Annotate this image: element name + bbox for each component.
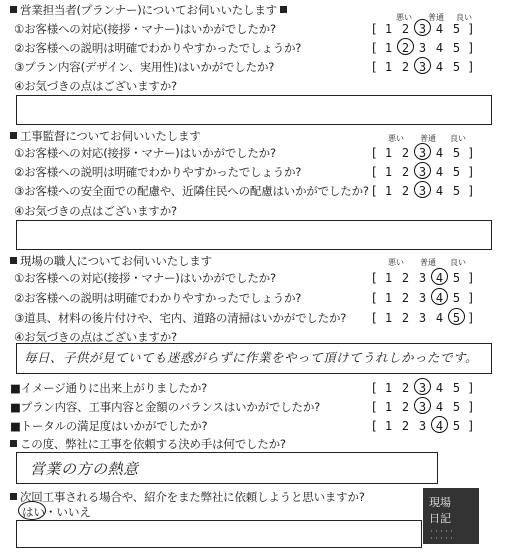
scale-bracket-open: [: [370, 184, 378, 198]
overall-q1: ■イメージ通りに出来上がりましたか?: [10, 381, 208, 395]
s3-q1-scale[interactable]: [368, 271, 477, 285]
s2-q2-scale[interactable]: [368, 165, 477, 179]
rating-option-1[interactable]: 1: [384, 291, 393, 305]
label-good: 良い: [450, 134, 466, 143]
scale-bracket-open: [: [370, 311, 378, 325]
rating-option-2[interactable]: 2: [401, 184, 410, 198]
s3-q2-scale[interactable]: [368, 291, 477, 305]
rating-option-2[interactable]: 2: [401, 311, 410, 325]
scale-bracket-open: [: [370, 146, 378, 160]
scale-bracket-close: ]: [467, 311, 475, 325]
s2-comment-label: ④お気づきの点はございますか?: [14, 204, 177, 218]
rating-option-4[interactable]: 4: [435, 311, 444, 325]
section3-title: 現場の職人についてお伺いいたします: [10, 253, 212, 269]
s1-q1: ①お客様への対応(接拶・マナー)はいかがでしたか?: [14, 22, 276, 36]
rating-option-3[interactable]: 3: [414, 146, 431, 160]
referral-title: 次回工事される場合や、紹介をまた弊社に依頼しようと思いますか?: [10, 489, 365, 505]
scale-bracket-close: ]: [467, 41, 475, 55]
overall-q3-scale[interactable]: [368, 419, 477, 433]
scale-bracket-close: ]: [467, 184, 475, 198]
rating-option-1[interactable]: 1: [384, 419, 393, 433]
rating-option-3[interactable]: 3: [414, 184, 431, 198]
logo-line3: ・・・・・ ・・・・・: [429, 529, 455, 542]
rating-option-4[interactable]: 4: [435, 22, 444, 36]
s3-comment-label: ④お気づきの点はございますか?: [14, 330, 177, 344]
referral-separator: ・: [45, 505, 57, 519]
rating-option-4[interactable]: 4: [435, 146, 444, 160]
s2-q3-scale[interactable]: [368, 184, 477, 198]
label-normal: 普通: [420, 134, 436, 143]
decision-answer: 営業の方の熱意: [30, 460, 139, 478]
rating-option-5[interactable]: 5: [452, 22, 461, 36]
rating-option-4[interactable]: 4: [431, 419, 448, 433]
label-normal: 普通: [420, 258, 436, 267]
s3-q2: ②お客様への説明は明確でわかりやすかったでしょうか?: [14, 291, 302, 305]
overall-q3: ■トータルの満足度はいかがでしたか?: [10, 419, 208, 433]
rating-option-2[interactable]: 2: [401, 146, 410, 160]
rating-option-3[interactable]: 3: [418, 271, 427, 285]
overall-q2: ■プラン内容、工事内容と金額のバランスはいかがでしたか?: [10, 400, 321, 414]
rating-option-4[interactable]: 4: [431, 291, 448, 305]
company-logo: [423, 488, 479, 544]
overall-q1-scale[interactable]: [368, 381, 477, 395]
scale-bracket-close: ]: [467, 381, 475, 395]
s1-q2-scale[interactable]: [368, 41, 477, 55]
s2-q3: ③お客様への安全面での配慮や、近隣住民への配慮はいかがでしたか?: [14, 184, 369, 198]
scale-bracket-open: [: [370, 381, 378, 395]
decision-title: この度、弊社に工事を依頼する決め手は何でしたか?: [10, 436, 286, 452]
rating-option-1[interactable]: 1: [384, 400, 393, 414]
rating-option-5[interactable]: 5: [452, 41, 461, 55]
rating-option-5[interactable]: 5: [452, 60, 461, 74]
scale-bracket-open: [: [370, 41, 378, 55]
s1-q1-scale[interactable]: [368, 22, 477, 36]
referral-yes[interactable]: はい: [22, 505, 45, 519]
rating-option-3[interactable]: 3: [418, 311, 427, 325]
referral-options: [22, 504, 91, 520]
scale-bracket-open: [: [370, 22, 378, 36]
scale-bracket-close: ]: [467, 419, 475, 433]
rating-option-5[interactable]: 5: [452, 291, 461, 305]
s3-q3: ③道具、材料の後片付けや、宅内、道路の清掃はいかがでしたか?: [14, 311, 347, 325]
s2-comment-box[interactable]: [16, 220, 492, 250]
label-bad: 悪い: [388, 258, 404, 267]
label-bad: 悪い: [396, 13, 412, 22]
rating-option-1[interactable]: 1: [384, 184, 393, 198]
rating-option-2[interactable]: 2: [401, 60, 410, 74]
scale-bracket-open: [: [370, 271, 378, 285]
referral-box[interactable]: [16, 520, 422, 548]
rating-option-1[interactable]: 1: [384, 22, 393, 36]
referral-no[interactable]: いいえ: [56, 505, 91, 519]
rating-option-3[interactable]: 3: [418, 419, 427, 433]
rating-option-1[interactable]: 1: [384, 271, 393, 285]
rating-option-2[interactable]: 2: [401, 400, 410, 414]
scale-bracket-open: [: [370, 60, 378, 74]
rating-option-4[interactable]: 4: [431, 271, 448, 285]
rating-option-3[interactable]: 3: [418, 291, 427, 305]
rating-option-2[interactable]: 2: [397, 41, 414, 55]
rating-option-3[interactable]: 3: [414, 60, 431, 74]
label-good: 良い: [456, 13, 472, 22]
rating-option-3[interactable]: 3: [414, 400, 431, 414]
rating-option-4[interactable]: 4: [435, 381, 444, 395]
scale-bracket-open: [: [370, 165, 378, 179]
rating-option-5[interactable]: 5: [452, 146, 461, 160]
rating-option-4[interactable]: 4: [435, 400, 444, 414]
logo-line2: 日記: [429, 512, 451, 525]
rating-option-3[interactable]: 3: [414, 165, 431, 179]
rating-option-1[interactable]: 1: [384, 60, 393, 74]
rating-option-4[interactable]: 4: [435, 41, 444, 55]
rating-option-4[interactable]: 4: [435, 60, 444, 74]
rating-option-5[interactable]: 5: [452, 419, 461, 433]
rating-option-5[interactable]: 5: [448, 311, 465, 325]
scale-bracket-close: ]: [467, 291, 475, 305]
rating-option-5[interactable]: 5: [452, 165, 461, 179]
rating-option-3[interactable]: 3: [414, 22, 431, 36]
rating-option-4[interactable]: 4: [435, 165, 444, 179]
s1-q2: ②お客様への説明は明確でわかりやすかったでしょうか?: [14, 41, 302, 55]
overall-q2-scale[interactable]: [368, 400, 477, 414]
rating-option-5[interactable]: 5: [452, 400, 461, 414]
s1-q3-scale[interactable]: [368, 60, 477, 74]
rating-option-5[interactable]: 5: [452, 271, 461, 285]
rating-option-2[interactable]: 2: [401, 291, 410, 305]
s2-q2: ②お客様への説明は明確でわかりやすかったでしょうか?: [14, 165, 302, 179]
s3-q1: ①お客様への対応(接拶・マナー)はいかがでしたか?: [14, 271, 276, 285]
s1-q3: ③プラン内容(デザイン、実用性)はいかがでしたか?: [14, 60, 275, 74]
scale-bracket-close: ]: [467, 22, 475, 36]
rating-option-4[interactable]: 4: [435, 184, 444, 198]
s2-q1-scale[interactable]: [368, 146, 477, 160]
rating-option-1[interactable]: 1: [384, 311, 393, 325]
scale-bracket-close: ]: [467, 60, 475, 74]
rating-option-2[interactable]: 2: [401, 165, 410, 179]
rating-option-1[interactable]: 1: [384, 41, 393, 55]
s2-q1: ①お客様への対応(接拶・マナー)はいかがでしたか?: [14, 146, 276, 160]
scale-bracket-close: ]: [467, 165, 475, 179]
scale-bracket-open: [: [370, 419, 378, 433]
section2-title: 工事監督についてお伺いいたします: [10, 128, 201, 144]
label-good: 良い: [450, 258, 466, 267]
s1-comment-box[interactable]: [16, 95, 492, 125]
scale-bracket-close: ]: [467, 271, 475, 285]
scale-bracket-close: ]: [467, 146, 475, 160]
label-normal: 普通: [428, 13, 444, 22]
rating-option-5[interactable]: 5: [452, 381, 461, 395]
rating-option-5[interactable]: 5: [452, 184, 461, 198]
rating-option-1[interactable]: 1: [384, 381, 393, 395]
logo-line1: 現場: [429, 496, 451, 509]
s3-q3-scale[interactable]: [368, 311, 477, 325]
scale-bracket-open: [: [370, 291, 378, 305]
rating-option-2[interactable]: 2: [401, 22, 410, 36]
rating-option-2[interactable]: 2: [401, 381, 410, 395]
scale-bracket-close: ]: [467, 400, 475, 414]
label-bad: 悪い: [388, 134, 404, 143]
rating-option-1[interactable]: 1: [384, 165, 393, 179]
rating-option-3[interactable]: 3: [418, 41, 427, 55]
s3-comment: 毎日、子供が見ていても迷惑がらずに作業をやって頂けてうれしかったです。: [24, 350, 479, 365]
rating-option-2[interactable]: 2: [401, 419, 410, 433]
rating-option-3[interactable]: 3: [414, 381, 431, 395]
rating-option-2[interactable]: 2: [401, 271, 410, 285]
scale-bracket-open: [: [370, 400, 378, 414]
rating-option-1[interactable]: 1: [384, 146, 393, 160]
section1-title: 営業担当者(プランナー)についてお伺いいたします: [10, 2, 290, 18]
s1-comment-label: ④お気づきの点はございますか?: [14, 79, 177, 93]
